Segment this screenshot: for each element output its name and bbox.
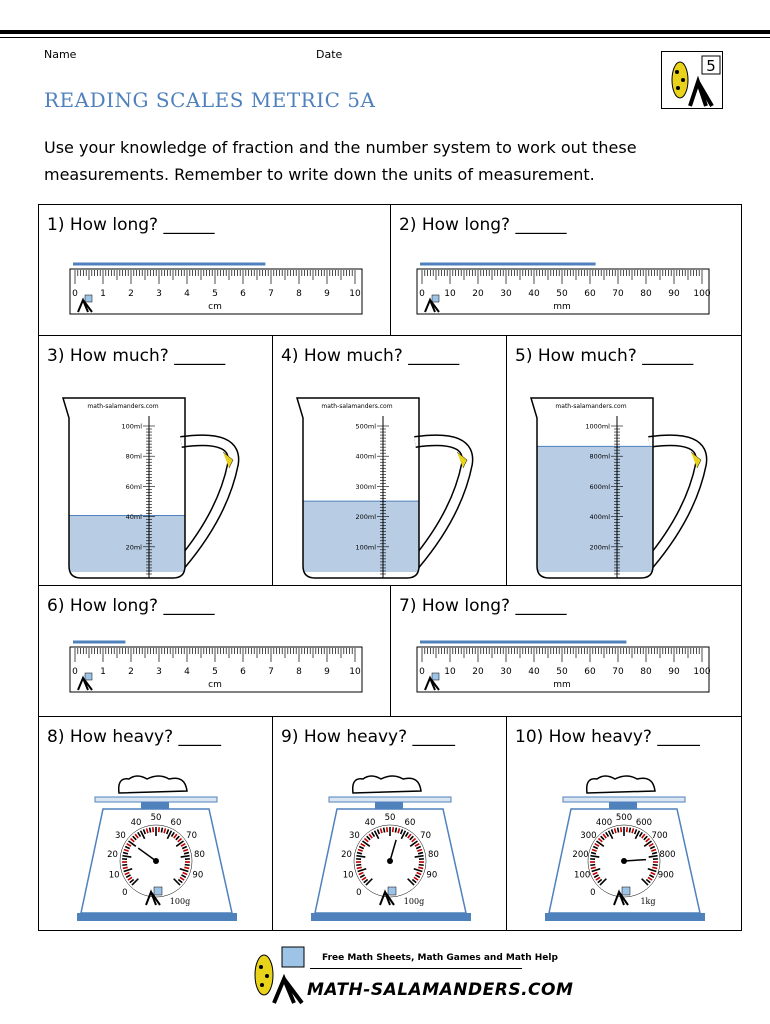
salamander-logo [661, 51, 723, 109]
question-3 [38, 335, 273, 586]
dial-tick [652, 867, 657, 868]
ruler-unit-label: mm [553, 680, 571, 690]
instructions: Use your knowledge of fraction and the number system to work out these measurements. Remember to write down the units of measurement. [44, 138, 637, 184]
ruler-label: 8 [296, 667, 302, 677]
ruler-label: 6 [240, 289, 246, 299]
ruler-label: 9 [324, 667, 330, 677]
dial-label: 50 [384, 813, 396, 823]
dial-label: 800 [659, 850, 676, 861]
jug-tick-label: 800ml [589, 452, 610, 461]
dial-label: 40 [130, 817, 142, 828]
question-label: 8) How heavy? _____ [47, 727, 222, 747]
ruler-label: 5 [212, 667, 218, 677]
dial-label: 30 [348, 831, 360, 842]
ruler-label: 90 [668, 667, 680, 677]
jug-tick-label: 500ml [355, 422, 376, 431]
top-rule [0, 30, 770, 34]
dial-label: 70 [420, 831, 432, 842]
top-rule-thin [0, 37, 770, 38]
ruler-label: 60 [584, 667, 596, 677]
dial-tick [184, 867, 189, 868]
ruler-unit-label: cm [208, 302, 222, 312]
ruler-label: 90 [668, 289, 680, 299]
jug-tick-label: 300ml [355, 482, 376, 491]
ruler-label: 6 [240, 667, 246, 677]
dial-label: 300 [580, 831, 597, 842]
ruler-cm [70, 262, 365, 316]
dial-label: 90 [192, 870, 204, 881]
ruler-label: 40 [528, 667, 540, 677]
ruler-label: 3 [156, 289, 162, 299]
scale-pan [95, 797, 217, 802]
ruler-label: 70 [612, 289, 624, 299]
dial-label: 60 [170, 817, 182, 828]
name-label: Name [44, 48, 77, 61]
ruler-label: 5 [212, 289, 218, 299]
footer-site: MATH-SALAMANDERS.COM [307, 980, 574, 1000]
jug-tick-label: 400ml [589, 513, 610, 522]
ruler-mm [417, 262, 712, 316]
dial-label: 90 [426, 870, 438, 881]
jug-tick-label: 80ml [125, 452, 142, 461]
ruler-label: 7 [268, 667, 274, 677]
ruler-label: 80 [640, 289, 652, 299]
weighed-object [353, 776, 421, 793]
ruler-label: 8 [296, 289, 302, 299]
dial-tick [161, 828, 162, 833]
footer-rule [310, 968, 522, 969]
dial-label: 0 [122, 888, 128, 899]
ruler-label: 10 [349, 289, 361, 299]
question-2 [390, 204, 742, 336]
jug-brand: math-salamanders.com [321, 403, 393, 410]
dial-label: 40 [364, 817, 376, 828]
dial-tick [122, 865, 127, 866]
dial-tick [653, 865, 658, 866]
measuring-jug [297, 394, 487, 586]
date-label: Date [316, 48, 343, 61]
ruler-label: 7 [268, 289, 274, 299]
ruler-label: 100 [693, 667, 711, 677]
question-label: 10) How heavy? _____ [515, 727, 700, 747]
ruler-label: 9 [324, 289, 330, 299]
question-label: 4) How much? ______ [281, 346, 460, 366]
footer-tagline: Free Math Sheets, Math Games and Math Help [322, 953, 558, 963]
scale-unit-label: 100g [403, 897, 425, 906]
jug-tick-label: 400ml [355, 452, 376, 461]
dial-label: 80 [428, 850, 439, 861]
dial-label: 10 [342, 870, 354, 881]
dial-label: 10 [108, 870, 120, 881]
scale-base [311, 913, 471, 921]
dial-label: 100 [574, 870, 591, 881]
jug-tick-label: 20ml [125, 543, 142, 552]
ruler-label: 50 [556, 289, 568, 299]
ruler-label: 60 [584, 289, 596, 299]
dial-label: 50 [150, 813, 162, 823]
ruler-label: 2 [128, 289, 134, 299]
question-label: 6) How long? ______ [47, 596, 215, 616]
question-5 [506, 335, 742, 586]
dial-label: 60 [404, 817, 416, 828]
ruler-mm [417, 640, 712, 694]
liquid-fill [537, 446, 653, 572]
dial-label: 20 [341, 850, 352, 861]
scale-stem [141, 802, 169, 809]
dial-hub [153, 858, 159, 864]
dial-hub [387, 858, 393, 864]
ruler-label: 50 [556, 667, 568, 677]
dial-tick [419, 865, 424, 866]
dial-label: 500 [615, 813, 633, 823]
ruler-label: 40 [528, 289, 540, 299]
dial-label: 30 [114, 831, 126, 842]
ruler-label: 0 [419, 667, 425, 677]
scale-pan [329, 797, 451, 802]
footer-logo [244, 945, 310, 1007]
scale-unit-label: 100g [169, 897, 191, 906]
dial-tick [185, 865, 190, 866]
question-9 [272, 716, 507, 931]
dial-tick [357, 867, 362, 868]
kitchen-scale [301, 775, 481, 925]
ruler-label: 70 [612, 667, 624, 677]
question-label: 9) How heavy? _____ [281, 727, 456, 747]
dial-tick [629, 828, 630, 833]
dial-hub [621, 858, 627, 864]
weighed-object [119, 776, 187, 793]
ruler-label: 10 [349, 667, 361, 677]
scale-pan [563, 797, 685, 802]
jug-tick-label: 200ml [589, 543, 610, 552]
jug-tick-label: 200ml [355, 513, 376, 522]
scale-base [77, 913, 237, 921]
ruler-unit-label: mm [553, 302, 571, 312]
scale-stem [375, 802, 403, 809]
jug-brand: math-salamanders.com [87, 403, 159, 410]
ruler-label: 20 [472, 667, 484, 677]
scale-unit-label: 1kg [640, 897, 656, 906]
dial-tick [418, 867, 423, 868]
dial-tick [591, 867, 596, 868]
jug-tick-label: 40ml [125, 513, 142, 522]
logo-badge: 5 [706, 57, 716, 75]
question-1 [38, 204, 391, 336]
ruler-label: 1 [100, 289, 106, 299]
jug-tick-label: 1000ml [585, 422, 610, 431]
dial-tick [356, 865, 361, 866]
ruler-unit-label: cm [208, 680, 222, 690]
question-4 [272, 335, 507, 586]
ruler-label: 30 [500, 289, 512, 299]
question-label: 3) How much? ______ [47, 346, 226, 366]
measuring-jug [531, 394, 721, 586]
question-6 [38, 585, 391, 717]
dial-label: 0 [356, 888, 362, 899]
ruler-label: 2 [128, 667, 134, 677]
ruler-label: 4 [184, 289, 190, 299]
page-title: READING SCALES METRIC 5A [44, 88, 376, 112]
jug-tick-label: 100ml [355, 543, 376, 552]
ruler-label: 3 [156, 667, 162, 677]
question-label: 2) How long? ______ [399, 215, 567, 235]
measuring-jug [63, 394, 253, 586]
dial-label: 70 [186, 831, 198, 842]
dial-label: 700 [651, 831, 668, 842]
dial-tick [123, 867, 128, 868]
dial-tick [590, 865, 595, 866]
ruler-label: 100 [693, 289, 711, 299]
dial-label: 200 [572, 850, 589, 861]
weighed-object [587, 776, 655, 793]
question-label: 7) How long? ______ [399, 596, 567, 616]
dial-label: 80 [194, 850, 205, 861]
ruler-label: 20 [472, 289, 484, 299]
question-8 [38, 716, 273, 931]
question-label: 5) How much? ______ [515, 346, 694, 366]
salamander-logo-art [662, 52, 724, 110]
scale-base [545, 913, 705, 921]
jug-brand: math-salamanders.com [555, 403, 627, 410]
dial-tick [618, 828, 619, 833]
kitchen-scale [535, 775, 715, 925]
question-7 [390, 585, 742, 717]
kitchen-scale [67, 775, 247, 925]
ruler-label: 0 [72, 289, 78, 299]
ruler-label: 0 [72, 667, 78, 677]
dial-label: 900 [657, 870, 674, 881]
ruler-cm [70, 640, 365, 694]
dial-label: 600 [635, 817, 653, 828]
dial-tick [395, 828, 396, 833]
jug-tick-label: 100ml [121, 422, 142, 431]
ruler-label: 0 [419, 289, 425, 299]
liquid-fill [303, 501, 419, 572]
ruler-label: 1 [100, 667, 106, 677]
dial-label: 400 [595, 817, 613, 828]
dial-tick [150, 828, 151, 833]
dial-label: 20 [107, 850, 118, 861]
jug-tick-label: 600ml [589, 482, 610, 491]
question-10 [506, 716, 742, 931]
question-label: 1) How long? ______ [47, 215, 215, 235]
dial-tick [384, 828, 385, 833]
jug-tick-label: 60ml [125, 482, 142, 491]
ruler-label: 10 [444, 667, 456, 677]
ruler-label: 30 [500, 667, 512, 677]
ruler-label: 4 [184, 667, 190, 677]
dial-label: 0 [590, 888, 596, 899]
ruler-label: 10 [444, 289, 456, 299]
scale-stem [609, 802, 637, 809]
ruler-label: 80 [640, 667, 652, 677]
